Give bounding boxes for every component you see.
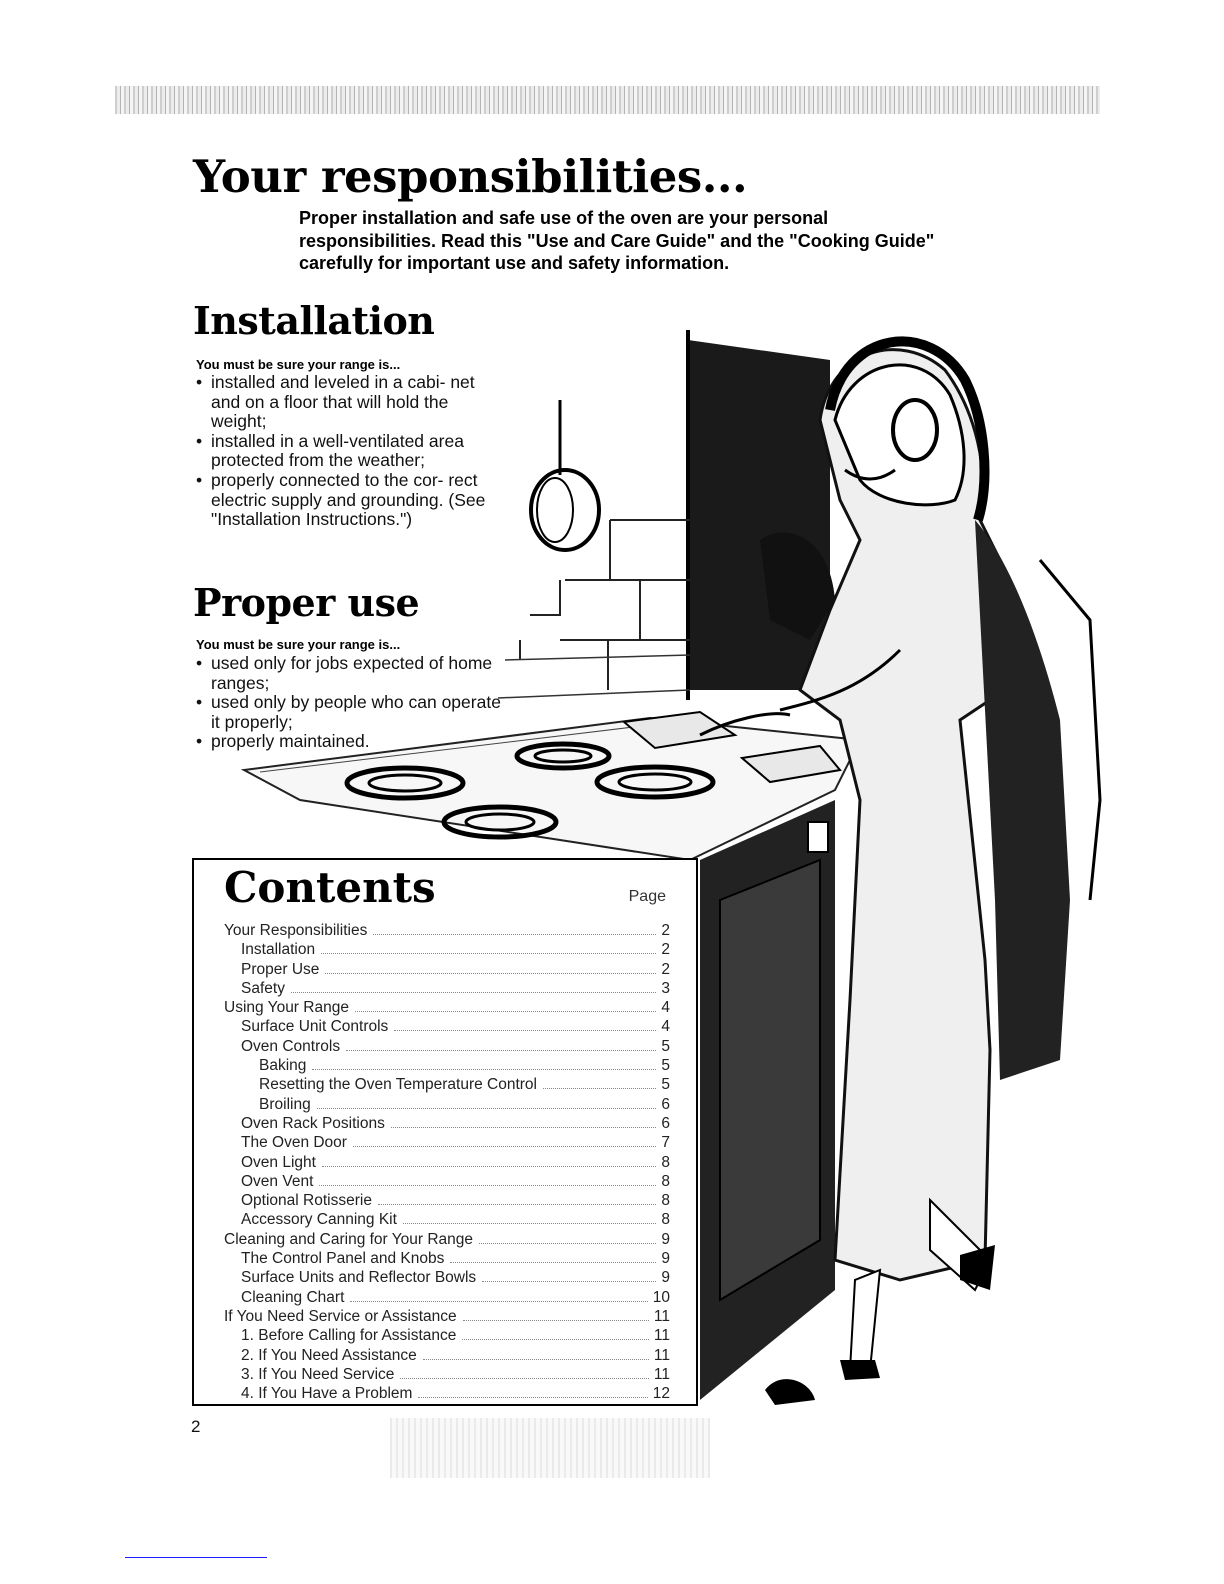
toc-entry[interactable] [224, 1154, 670, 1173]
installation-heading: Installation [193, 298, 435, 343]
toc-entry-title: Surface Unit Controls [241, 1018, 389, 1036]
toc-entry-page: 11 [653, 1346, 670, 1364]
toc-entry-title: Installation [241, 941, 316, 959]
toc-leader [321, 953, 656, 954]
toc-entry-page: 8 [661, 1172, 670, 1190]
installation-list [196, 373, 496, 530]
toc-leader [325, 973, 656, 974]
toc-entry-title: Oven Controls [241, 1037, 341, 1055]
toc-leader [418, 1397, 647, 1398]
toc-entry[interactable] [224, 1269, 670, 1288]
toc-leader [450, 1262, 656, 1263]
toc-entry-page: 5 [661, 1037, 670, 1055]
toc-entry-title: 2. If You Need Assistance [241, 1346, 417, 1364]
toc-entry[interactable] [224, 980, 670, 999]
toc-leader [355, 1011, 656, 1012]
toc-entry[interactable] [224, 1057, 670, 1076]
toc-entry-title: Safety [241, 979, 285, 997]
toc-entry-title: Accessory Canning Kit [241, 1211, 397, 1229]
toc-leader [346, 1050, 656, 1051]
toc-leader [400, 1378, 649, 1379]
page-column-header: Page [628, 888, 666, 905]
toc-entry[interactable] [224, 1327, 670, 1346]
proper-use-bullet: • used only for jobs expected of home ranges; [196, 654, 506, 693]
toc-entry[interactable] [224, 1173, 670, 1192]
toc-leader [353, 1146, 656, 1147]
proper-use-bullet: • properly maintained. [196, 732, 506, 752]
toc-entry[interactable] [224, 1018, 670, 1037]
toc-entry-page: 6 [661, 1095, 670, 1113]
toc-entry-title: Cleaning Chart [241, 1288, 345, 1306]
toc-entry[interactable] [224, 1231, 670, 1250]
toc-entry-title: Surface Units and Reflector Bowls [241, 1269, 477, 1287]
toc-entry[interactable] [224, 1308, 670, 1327]
toc-entry[interactable] [224, 1250, 670, 1269]
toc-leader [394, 1030, 656, 1031]
toc-leader [479, 1243, 656, 1244]
footer-rule [125, 1557, 267, 1558]
toc-entry[interactable] [224, 1347, 670, 1366]
toc-entry[interactable] [224, 1211, 670, 1230]
toc-entry-title: Optional Rotisserie [241, 1192, 372, 1210]
installation-bullet: • properly connected to the cor- rect electric supply and grounding. (See "Installation Instructions.") [196, 471, 496, 530]
toc-entry-page: 7 [661, 1134, 670, 1152]
toc-leader [378, 1204, 656, 1205]
toc-entry-title: Cleaning and Caring for Your Range [224, 1230, 474, 1248]
toc-leader [423, 1359, 649, 1360]
toc-entry-page: 9 [661, 1250, 670, 1268]
toc-entry-page: 5 [661, 1076, 670, 1094]
installation-bullet: • installed in a well-ventilated area protected from the weather; [196, 432, 496, 471]
toc-entry-page: 9 [661, 1269, 670, 1287]
toc-entry-page: 2 [661, 960, 670, 978]
toc-entry-page: 11 [653, 1307, 670, 1325]
scan-noise-band-bottom [390, 1418, 710, 1478]
toc-entry-page: 11 [653, 1327, 670, 1345]
proper-use-list [196, 654, 506, 752]
toc-entry[interactable] [224, 1192, 670, 1211]
toc-entry-title: The Oven Door [241, 1134, 347, 1152]
page-title: Your responsibilities... [193, 150, 748, 203]
toc-leader [463, 1320, 649, 1321]
toc-entry-title: If You Need Service or Assistance [224, 1307, 457, 1325]
toc-leader [350, 1301, 647, 1302]
toc-entry-page: 4 [661, 999, 670, 1017]
toc-entry[interactable] [224, 941, 670, 960]
toc-entry-title: 1. Before Calling for Assistance [241, 1327, 457, 1345]
toc-leader [543, 1088, 656, 1089]
toc-leader [462, 1339, 649, 1340]
toc-entry-page: 3 [661, 979, 670, 997]
toc-entry[interactable] [224, 999, 670, 1018]
toc-entry-title: Baking [259, 1057, 307, 1075]
proper-use-subheading: You must be sure your range is... [196, 637, 401, 652]
toc-entry[interactable] [224, 1096, 670, 1115]
toc-leader [373, 934, 656, 935]
intro-paragraph: Proper installation and safe use of the oven are your personal responsibilities. Read this "Use and Care Guide" and the "Cooking Guide" carefully for important use and safety information. [299, 208, 935, 273]
toc-entry-page: 6 [661, 1114, 670, 1132]
toc-entry-title: Oven Rack Positions [241, 1114, 385, 1132]
toc-entry-page: 11 [653, 1365, 670, 1383]
toc-leader [482, 1281, 656, 1282]
toc-leader [403, 1223, 656, 1224]
toc-entry[interactable] [224, 1289, 670, 1308]
table-of-contents [224, 922, 670, 1404]
installation-subheading: You must be sure your range is... [196, 357, 401, 372]
toc-entry[interactable] [224, 1038, 670, 1057]
toc-entry-title: Your Responsibilities [224, 922, 368, 939]
toc-entry-page: 4 [661, 1018, 670, 1036]
toc-entry-title: 4. If You Have a Problem [241, 1385, 413, 1403]
contents-title: Contents [224, 863, 436, 912]
toc-entry-page: 8 [661, 1211, 670, 1229]
toc-leader [291, 992, 656, 993]
toc-entry[interactable] [224, 961, 670, 980]
toc-entry-title: Oven Vent [241, 1172, 314, 1190]
toc-entry[interactable] [224, 1385, 670, 1404]
toc-entry[interactable] [224, 1366, 670, 1385]
toc-entry-title: Using Your Range [224, 999, 349, 1017]
toc-entry-page: 5 [661, 1057, 670, 1075]
page-number: 2 [191, 1417, 201, 1436]
toc-entry-page: 10 [652, 1288, 670, 1306]
toc-leader [391, 1127, 657, 1128]
proper-use-heading: Proper use [193, 580, 420, 625]
toc-leader [317, 1108, 657, 1109]
toc-entry-page: 2 [661, 922, 670, 939]
toc-entry[interactable] [224, 1134, 670, 1153]
toc-entry-title: Resetting the Oven Temperature Control [259, 1076, 538, 1094]
toc-entry-title: Broiling [259, 1095, 311, 1113]
toc-entry[interactable] [224, 1076, 670, 1095]
toc-entry-title: Proper Use [241, 960, 320, 978]
toc-entry[interactable] [224, 922, 670, 941]
toc-entry-title: The Control Panel and Knobs [241, 1250, 445, 1268]
toc-entry-page: 2 [661, 941, 670, 959]
toc-entry-title: 3. If You Need Service [241, 1365, 395, 1383]
installation-bullet: • installed and leveled in a cabi- net and on a floor that will hold the weight; [196, 373, 496, 432]
toc-entry[interactable] [224, 1115, 670, 1134]
toc-entry-page: 12 [652, 1385, 670, 1403]
contents-box [192, 858, 698, 1406]
toc-leader [319, 1185, 656, 1186]
toc-entry-page: 8 [661, 1192, 670, 1210]
toc-entry-page: 9 [661, 1230, 670, 1248]
toc-leader [312, 1069, 656, 1070]
toc-leader [322, 1166, 656, 1167]
proper-use-bullet: • used only by people who can operate it properly; [196, 693, 506, 732]
toc-entry-title: Oven Light [241, 1153, 316, 1171]
toc-entry-page: 8 [661, 1153, 670, 1171]
